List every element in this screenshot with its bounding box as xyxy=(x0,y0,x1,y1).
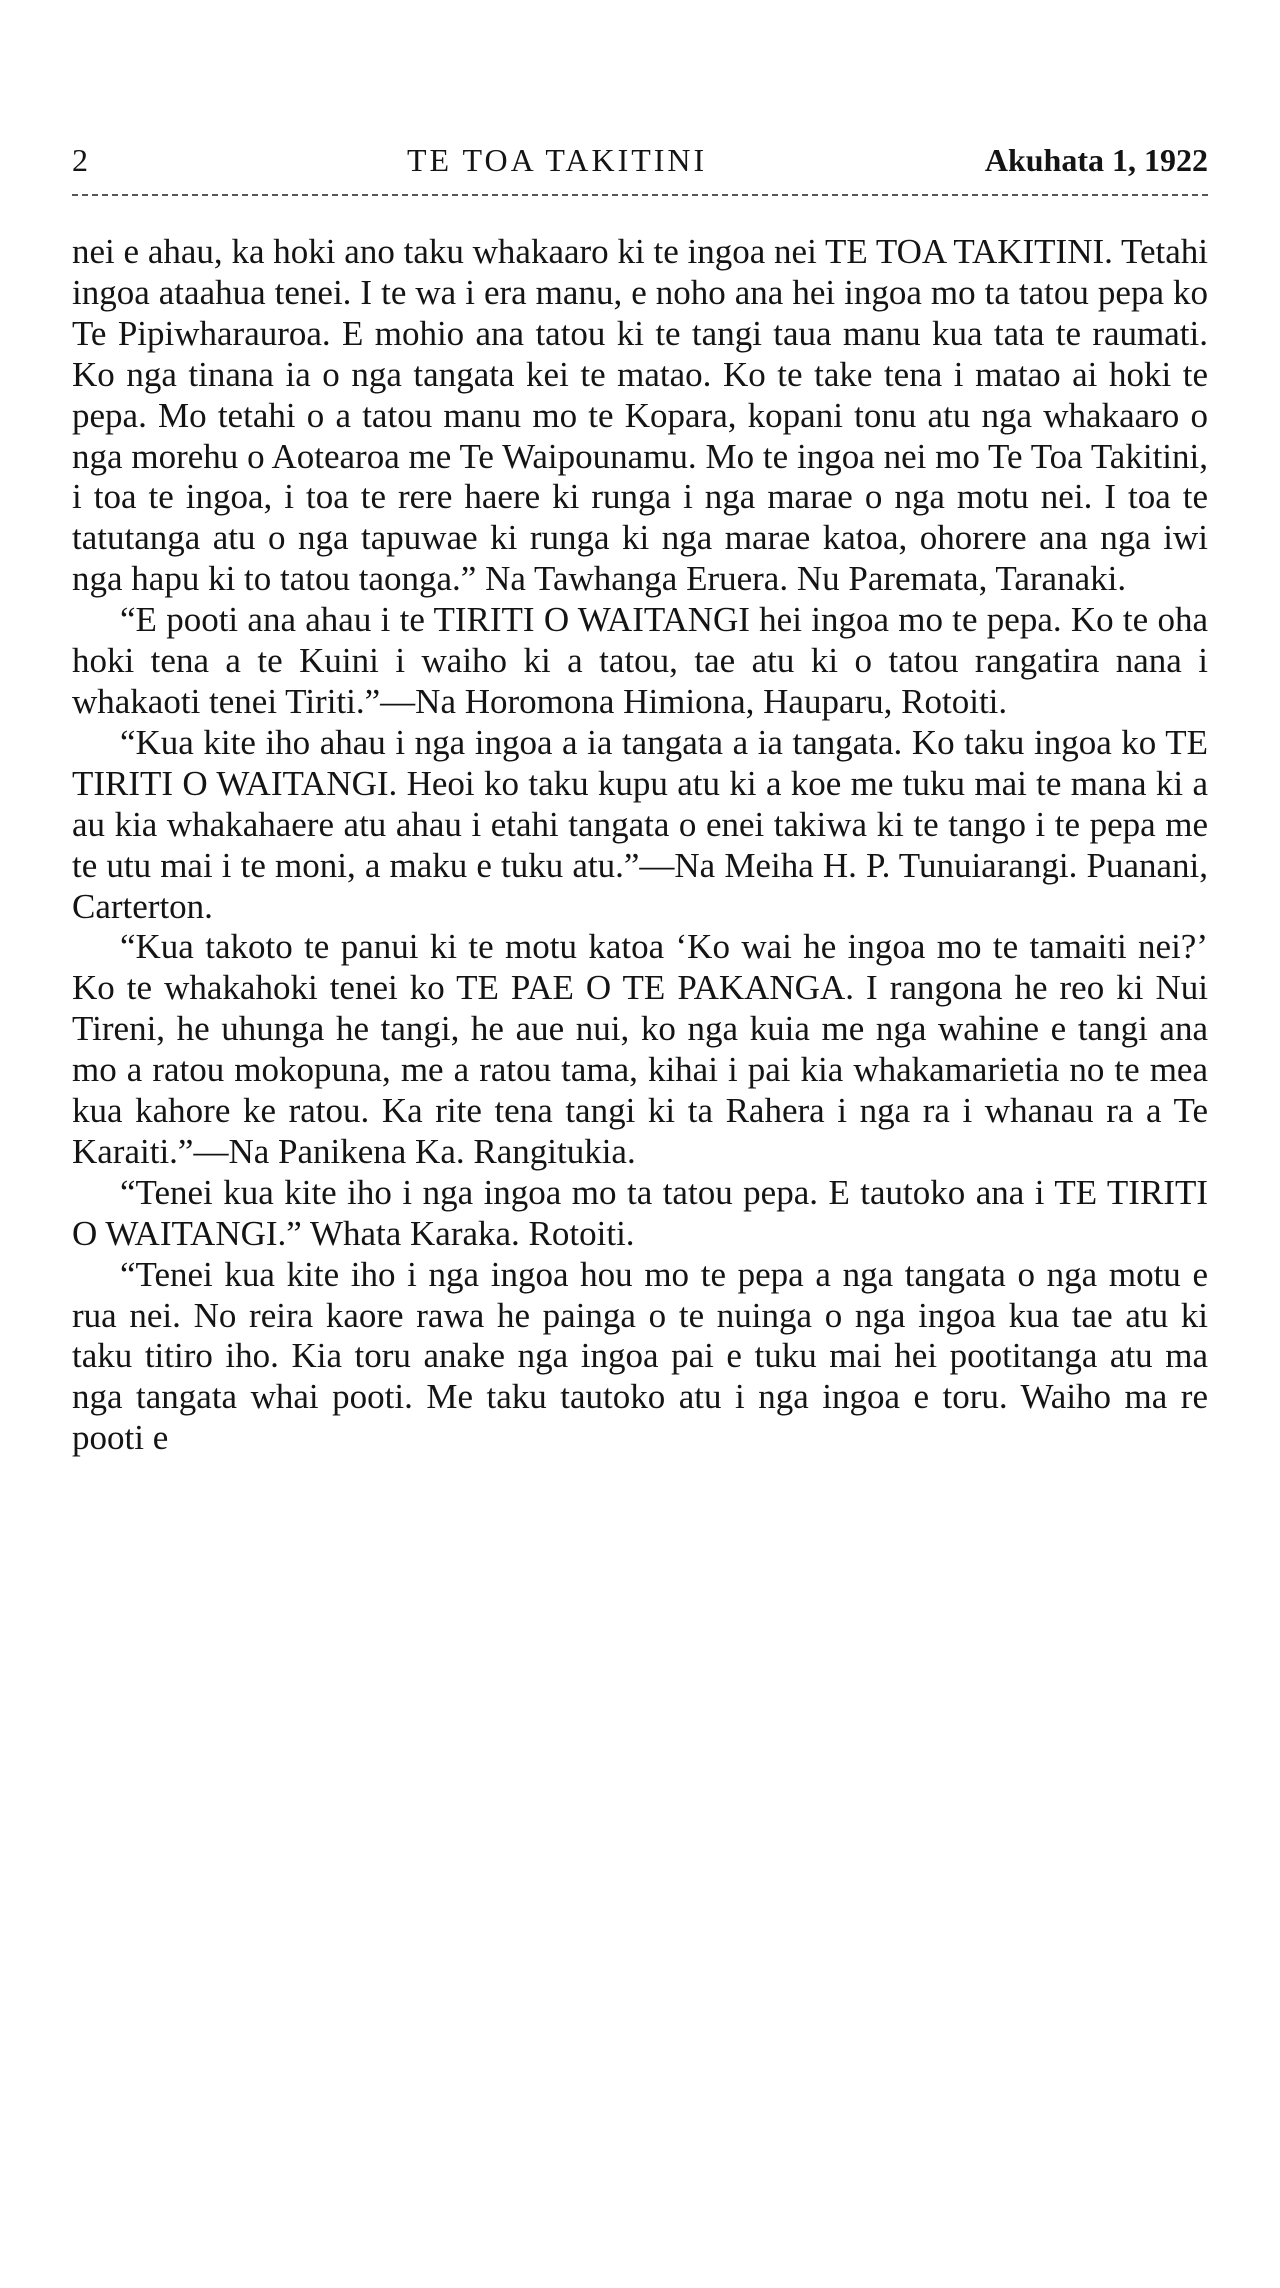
issue-date: Akuhata 1, 1922 xyxy=(984,142,1208,178)
paragraph-pooti-nga-ingoa: “Tenei kua kite iho i nga ingoa hou mo te pepa a nga tangata o nga motu e rua nei. No reira kaore rawa he painga o te nuinga o nga ingoa kua tae atu ki taku titiro iho. Kia toru anake nga ingoa pai e tuku mai hei pootitanga atu ma nga tangata whai pooti. Me taku tautoko atu i nga ingoa e toru. Waiho ma re pooti e xyxy=(72,1254,1208,1458)
running-head xyxy=(72,138,1208,182)
paragraph-panikena-rangitukia: “Kua takoto te panui ki te motu katoa ‘Ko wai he ingoa mo te tamaiti nei?’ Ko te whakahoki tenei ko TE PAE O TE PAKANGA. I rangona he reo ki Nui Tireni, he uhunga he tangi, he aue nui, ko nga kuia me nga wahine e tangi ana mo a ratou mokopuna, me a ratou tama, kihai i pai kia whakamarietia no te mea kua kahore ke ratou. Ka rite tena tangi ki ta Rahera i nga ra i whanau ra a Te Karaiti.”—Na Panikena Ka. Rangitukia. xyxy=(72,927,1208,1171)
journal-title: TE TOA TAKITINI xyxy=(407,142,708,178)
paragraph-horomona-himiona: “E pooti ana ahau i te TIRITI O WAITANGI hei ingoa mo te pepa. Ko te oha hoki tena a te Kuini i waiho ki a tatou, tae atu ki o tatou rangatira nana i whakaoti tenei Tiriti.”—Na Horomona Himiona, Hauparu, Rotoiti. xyxy=(72,600,1208,721)
page-number: 2 xyxy=(72,142,88,178)
paragraph-whata-karaka: “Tenei kua kite iho i nga ingoa mo ta tatou pepa. E tautoko ana i TE TIRITI O WAITANGI.” Whata Karaka. Rotoiti. xyxy=(72,1172,1208,1253)
article-body xyxy=(72,232,1208,1459)
paragraph-tawhanga-eruera: nei e ahau, ka hoki ano taku whakaaro ki te ingoa nei TE TOA TAKITINI. Tetahi ingoa ataahua tenei. I te wa i era manu, e noho ana hei ingoa mo ta tatou pepa ko Te Pipiwharauroa. E mohio ana tatou ki te tangi taua manu kua tata te raumati. Ko nga tinana ia o nga tangata kei te matao. Ko te take tena i matao ai hoki te pepa. Mo tetahi o a tatou manu mo te Kopara, kopani tonu atu nga whakaaro o nga morehu o Aotearoa me Te Waipounamu. Mo te ingoa nei mo Te Toa Takitini, i toa te ingoa, i toa te rere haere ki runga i nga marae o nga motu nei. I toa te tatutanga atu o nga tapuwae ki runga ki nga marae katoa, ohorere ana nga iwi nga hapu ki to tatou taonga.” Na Tawhanga Eruera. Nu Paremata, Taranaki. xyxy=(72,232,1208,599)
header-divider xyxy=(72,194,1208,196)
paragraph-meiha-tunuiarangi: “Kua kite iho ahau i nga ingoa a ia tangata a ia tangata. Ko taku ingoa ko TE TIRITI O WAITANGI. Heoi ko taku kupu atu ki a koe me tuku mai te mana ki a au kia whakahaere atu ahau i etahi tangata o enei takiwa ki te tango i te pepa me te utu mai i te moni, a maku e tuku atu.”—Na Meiha H. P. Tunuiarangi. Puanani, Carterton. xyxy=(72,722,1208,926)
